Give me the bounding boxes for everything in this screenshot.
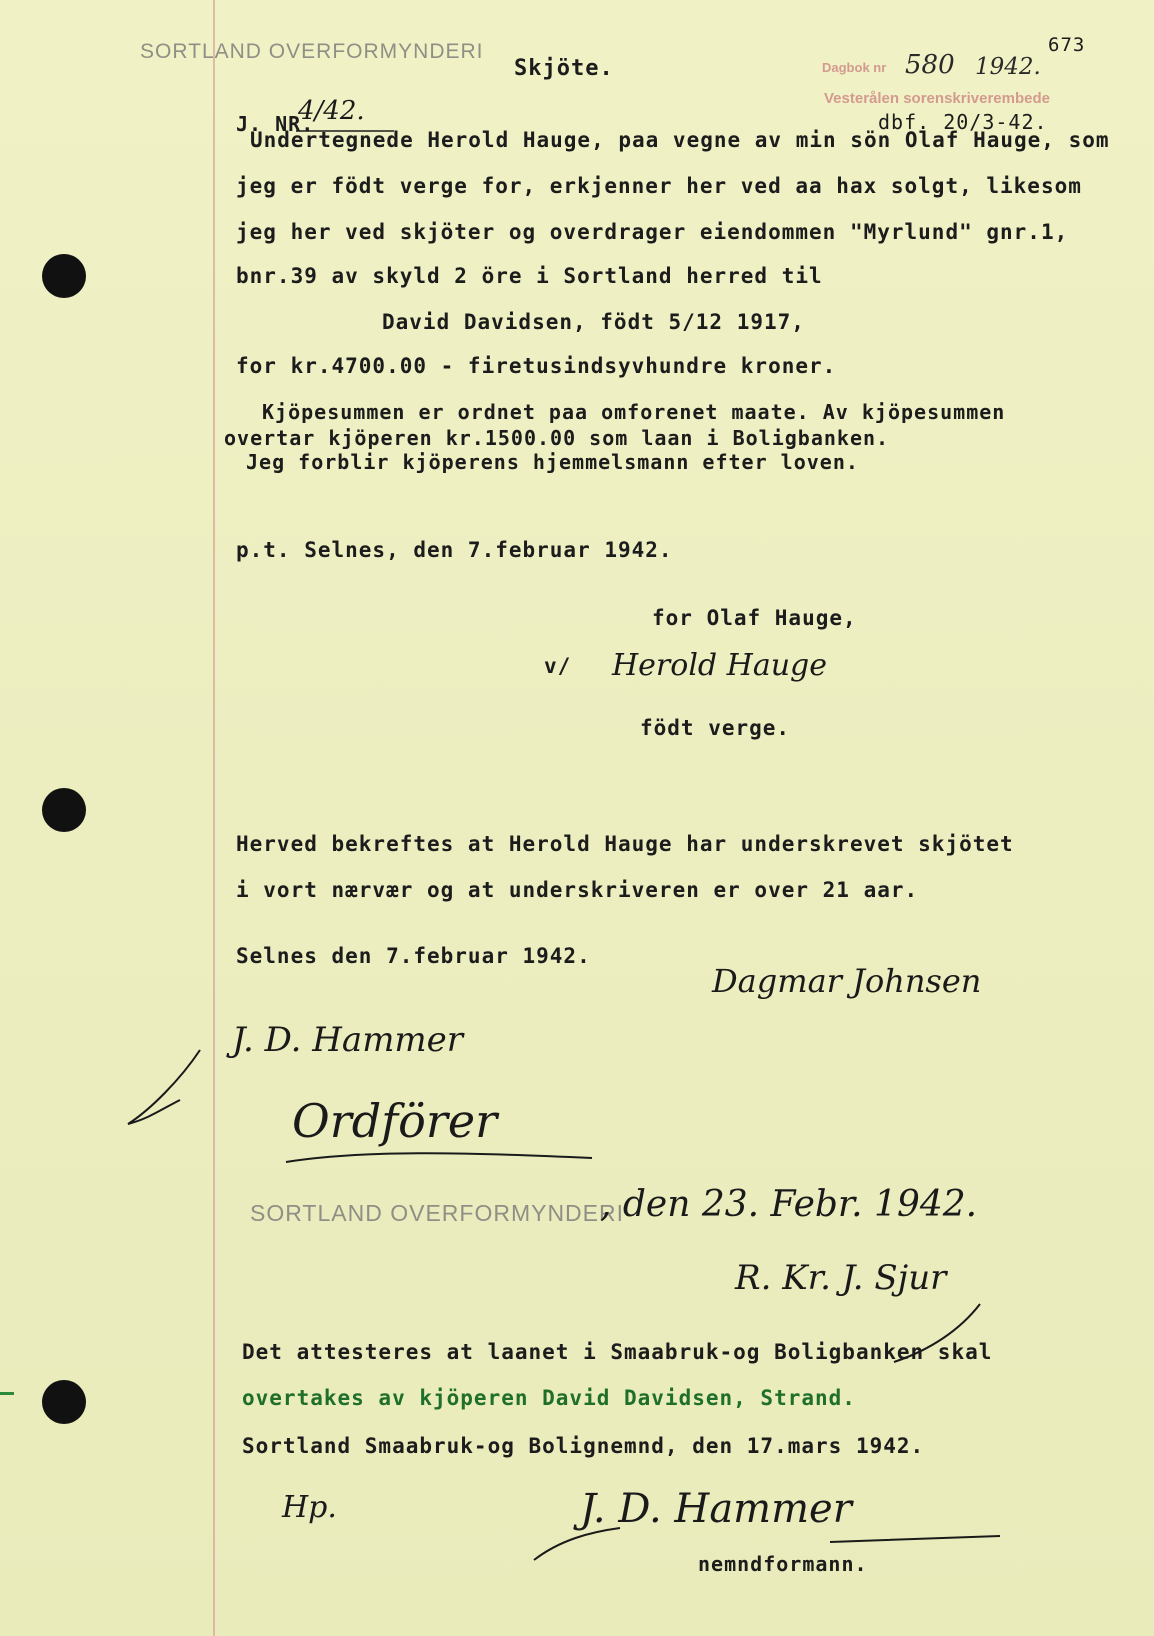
overformynderi-stamp-top: SORTLAND OVERFORMYNDERI	[140, 40, 484, 63]
witness-line: i vort nærvær og at underskriveren er over 21 aar.	[236, 878, 919, 902]
witness-line: Herved bekreftes at Herold Hauge har underskrevet skjötet	[236, 832, 1014, 856]
jnr-label: J. NR.	[236, 112, 315, 136]
deed-line: bnr.39 av skyld 2 öre i Sortland herred til	[236, 264, 823, 288]
for-line: for Olaf Hauge,	[652, 606, 857, 630]
witness-signature: J. D. Hammer	[232, 1020, 464, 1060]
deed-line: Undertegnede Herold Hauge, paa vegne av min sön Olaf Hauge, som	[250, 128, 1110, 152]
punch-hole	[42, 788, 86, 832]
office-stamp: Vesterålen sorenskriverembede	[824, 90, 1050, 107]
dagbok-number: 580	[905, 50, 955, 80]
jnr-value: 4/42.	[298, 96, 365, 126]
place-date: p.t. Selnes, den 7.februar 1942.	[236, 538, 673, 562]
payment-line: Jeg forblir kjöperens hjemmelsmann efter loven.	[246, 450, 859, 474]
buyer-line: David Davidsen, födt 5/12 1917,	[382, 310, 805, 334]
initials: Hp.	[282, 1490, 337, 1525]
deed-line: jeg her ved skjöter og overdrager eiendommen "Myrlund" gnr.1,	[236, 220, 1069, 244]
dbf-date: dbf. 20/3-42.	[878, 110, 1048, 134]
herold-hauge-signature: Herold Hauge	[612, 648, 827, 683]
edge-mark	[0, 1392, 14, 1395]
witness-date: Selnes den 7.februar 1942.	[236, 944, 591, 968]
dagbok-prefix: Dagbok nr	[822, 60, 887, 75]
sorenskriver-signature: R. Kr. J. Sjur	[735, 1258, 947, 1298]
attest-line: Sortland Smaabruk-og Bolignemnd, den 17.mars 1942.	[242, 1434, 925, 1458]
nemndformann-signature: J. D. Hammer	[580, 1486, 852, 1532]
attest-line: Det attesteres at laanet i Smaabruk-og Boligbanken skal	[242, 1340, 993, 1364]
payment-line: overtar kjöperen kr.1500.00 som laan i Boligbanken.	[224, 426, 890, 450]
nemndformann-role: nemndformann.	[698, 1552, 868, 1576]
witness-signature: Dagmar Johnsen	[712, 962, 982, 1000]
stamp-handwritten-date: , den 23. Febr. 1942.	[600, 1184, 978, 1225]
punch-hole	[42, 254, 86, 298]
price-line: for kr.4700.00 - firetusindsyvhundre kroner.	[236, 354, 837, 378]
overformynderi-stamp: SORTLAND OVERFORMYNDERI	[250, 1200, 625, 1226]
verge-role: födt verge.	[640, 716, 791, 740]
document-title: Skjöte.	[514, 56, 614, 81]
pen-stroke	[120, 1040, 220, 1130]
attest-line: overtakes av kjöperen David Davidsen, Strand.	[242, 1386, 856, 1410]
v-prefix: v/	[544, 654, 572, 678]
payment-line: Kjöpesummen er ordnet paa omforenet maate. Av kjöpesummen	[262, 400, 1006, 424]
punch-hole	[42, 1380, 86, 1424]
guardian-signature-flourish	[282, 1148, 602, 1168]
page-number: 673	[1048, 34, 1086, 56]
guardian-signature: Ordförer	[292, 1094, 498, 1148]
margin-rule	[213, 0, 215, 1636]
dagbok-year: 1942.	[975, 54, 1041, 80]
deed-line: jeg er födt verge for, erkjenner her ved aa hax solgt, likesom	[236, 174, 1082, 198]
